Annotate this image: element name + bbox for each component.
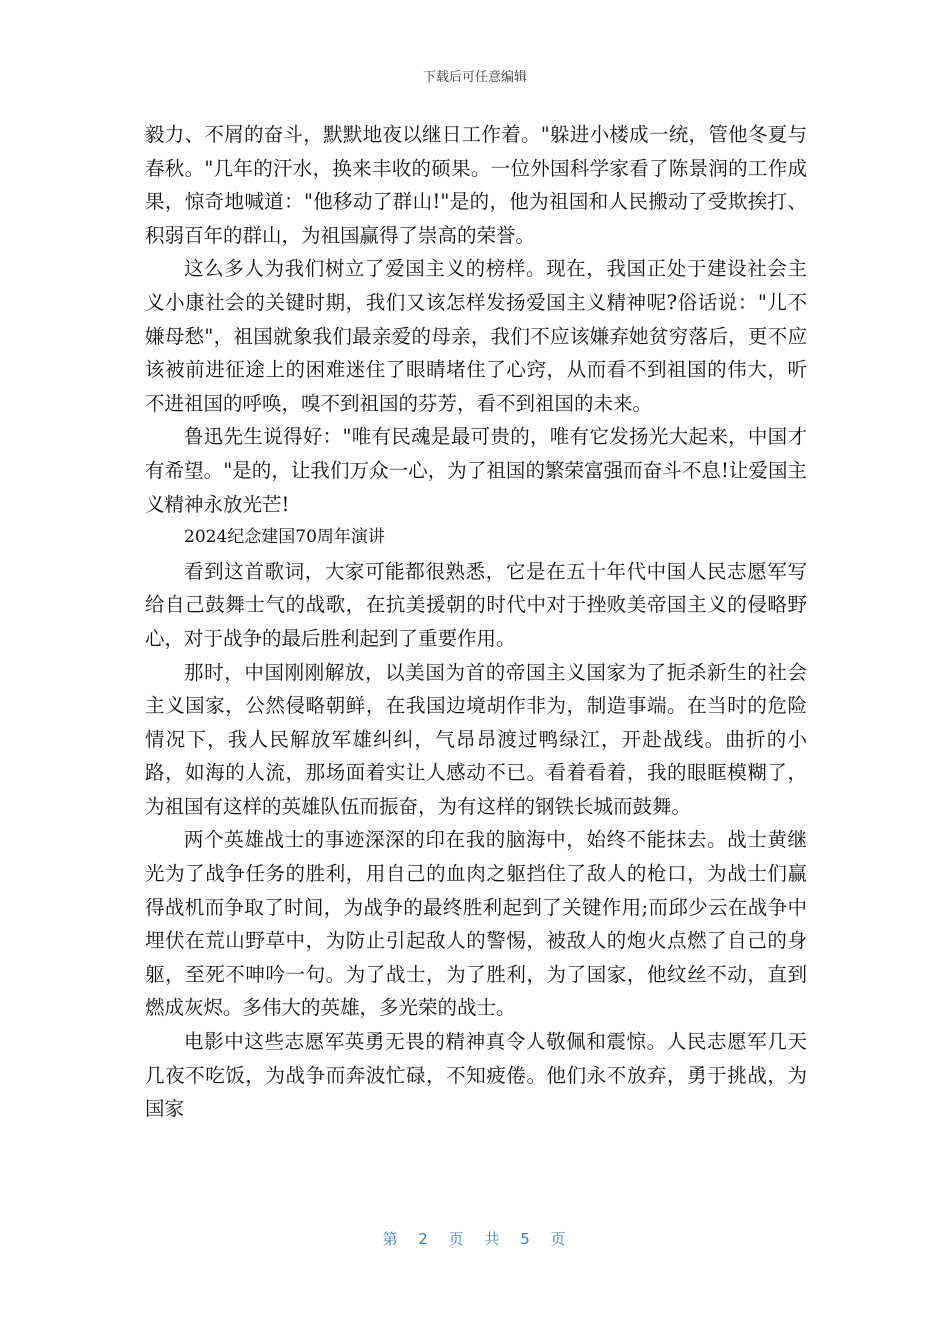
paragraph-5: 那时，中国刚刚解放，以美国为首的帝国主义国家为了扼杀新生的社会主义国家，公然侵略朝鲜，在我国边境胡作非为，制造事端。在当时的危险情况下，我人民解放军雄纠纠，气昂昂渡过鸭绿江，开赴战线。曲折的小路，如海的人流，那场面着实让人感动不已。看着看着，我的眼眶模糊了，为祖国有这样的英雄队伍而振奋，为有这样的钢铁长城而鼓舞。 — [145, 660, 807, 818]
paragraph-2: 这么多人为我们树立了爱国主义的榜样。现在，我国正处于建设社会主义小康社会的关键时期，我们又该怎样发扬爱国主义精神呢?俗话说："儿不嫌母愁"，祖国就象我们最亲爱的母亲，我们不应该嫌弃她贫穷落后，更不应该被前进征途上的困难迷住了眼睛堵住了心窍，从而看不到祖国的伟大，听不进祖国的呼唤，嗅不到祖国的芬芳，看不到祖国的未来。 — [145, 257, 807, 415]
footer-of-label: 页 — [448, 1230, 466, 1248]
paragraph-4: 看到这首歌词，大家可能都很熟悉，它是在五十年代中国人民志愿军写给自己鼓舞士气的战歌，在抗美援朝的时代中对于挫败美帝国主义的侵略野心，对于战争的最后胜利起到了重要作用。 — [145, 559, 807, 650]
footer-total-pages: 5 — [520, 1230, 532, 1248]
document-body — [145, 118, 807, 1126]
paragraph-3: 鲁迅先生说得好："唯有民魂是最可贵的，唯有它发扬光大起来，中国才有希望。"是的，让我们万众一心，为了祖国的繁荣富强而奋斗不息!让爱国主义精神永放光芒! — [145, 425, 807, 516]
footer-total-label: 共 — [484, 1230, 502, 1248]
footer-page-label: 第 — [382, 1230, 400, 1248]
page-footer — [0, 1228, 950, 1249]
page-header: 下载后可任意编辑 — [422, 70, 527, 85]
section-heading: 2024纪念建国70周年演讲 — [184, 527, 385, 548]
footer-pages-label: 页 — [550, 1230, 568, 1248]
paragraph-1: 毅力、不屑的奋斗，默默地夜以继日工作着。"躲进小楼成一统，管他冬夏与春秋。"几年的汗水，换来丰收的硕果。一位外国科学家看了陈景润的工作成果，惊奇地喊道："他移动了群山!"是的，他为祖国和人民搬动了受欺挨打、积弱百年的群山，为祖国赢得了崇高的荣誉。 — [145, 123, 807, 247]
footer-current-page: 2 — [418, 1230, 430, 1248]
paragraph-7: 电影中这些志愿军英勇无畏的精神真令人敬佩和震惊。人民志愿军几天几夜不吃饭，为战争而奔波忙碌，不知疲倦。他们永不放弃，勇于挑战，为国家 — [145, 1030, 807, 1121]
paragraph-6: 两个英雄战士的事迹深深的印在我的脑海中，始终不能抹去。战士黄继光为了战争任务的胜利，用自己的血肉之躯挡住了敌人的枪口，为战士们赢得战机而争取了时间，为战争的最终胜利起到了关键作用;而邱少云在战争中埋伏在荒山野草中，为防止引起敌人的警惕，被敌人的炮火点燃了自己的身躯，至死不呻吟一句。为了战士，为了胜利，为了国家，他纹丝不动，直到燃成灰烬。多伟大的英雄，多光荣的战士。 — [145, 828, 807, 1020]
